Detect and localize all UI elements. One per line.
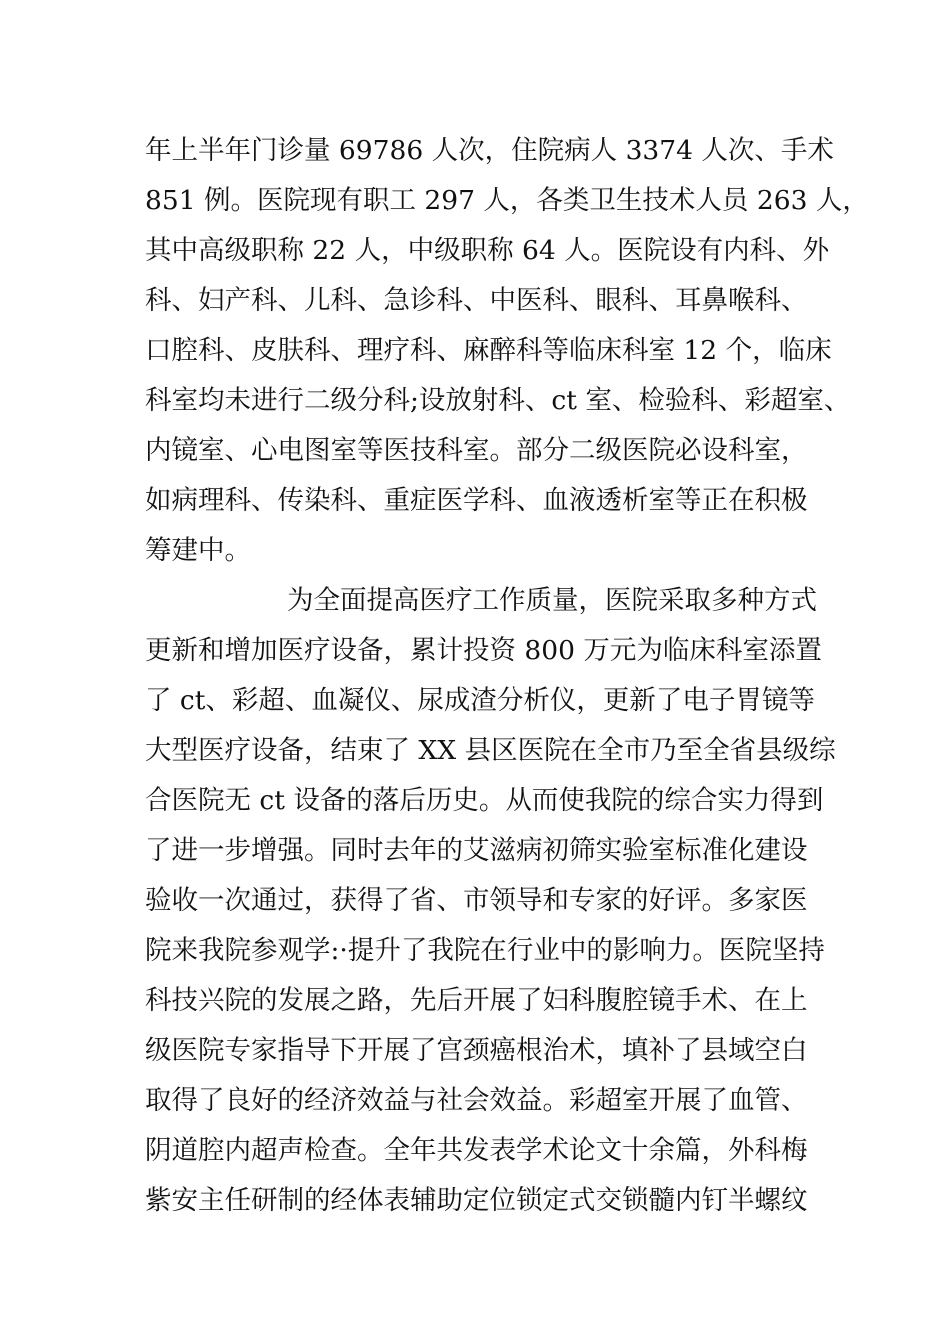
text-line: 验收一次通过，获得了省、市领导和专家的好评。多家医 <box>145 885 808 916</box>
paragraph-2 <box>145 576 836 1226</box>
text-line: 大型医疗设备，结束了 XX 县区医院在全市乃至全省县级综 <box>145 735 836 766</box>
text-line: 筹建中。 <box>145 535 251 566</box>
text-line: 851 例。医院现有职工 297 人，各类卫生技术人员 263 人， <box>145 185 869 216</box>
text-line: 了进一步增强。同时去年的艾滋病初筛实验室标准化建设 <box>145 835 808 866</box>
text-line: 其中高级职称 22 人，中级职称 64 人。医院设有内科、外 <box>145 235 830 266</box>
text-line: 合医院无 ct 设备的落后历史。从而使我院的综合实力得到 <box>145 785 824 816</box>
text-line: 内镜室、心电图室等医技科室。部分二级医院必设科室， <box>145 435 808 466</box>
text-line: 科技兴院的发展之路，先后开展了妇科腹腔镜手术、在上 <box>145 985 808 1016</box>
text-line: 更新和增加医疗设备，累计投资 800 万元为临床科室添置 <box>145 635 822 666</box>
text-line: 阴道腔内超声检查。全年共发表学术论文十余篇，外科梅 <box>145 1135 808 1166</box>
text-line: 了 ct、彩超、血凝仪、尿成渣分析仪，更新了电子胃镜等 <box>145 685 815 716</box>
text-line: 年上半年门诊量 69786 人次，住院病人 3374 人次、手术 <box>145 135 834 166</box>
text-line: 口腔科、皮肤科、理疗科、麻醉科等临床科室 12 个，临床 <box>145 335 832 366</box>
text-line: 取得了良好的经济效益与社会效益。彩超室开展了血管、 <box>145 1085 808 1116</box>
text-line-indented: 为全面提高医疗工作质量，医院采取多种方式 <box>287 585 817 616</box>
text-line: 科室均未进行二级分科;设放射科、ct 室、检验科、彩超室、 <box>145 385 851 416</box>
text-line: 院来我院参观学:·提升了我院在行业中的影响力。医院坚持 <box>145 935 825 966</box>
text-line: 如病理科、传染科、重症医学科、血液透析室等正在积极 <box>145 485 808 516</box>
text-line: 紫安主任研制的经体表辅助定位锁定式交锁髓内钉半螺纹 <box>145 1185 808 1216</box>
document-body <box>145 126 869 1226</box>
paragraph-1 <box>145 126 869 576</box>
text-line: 科、妇产科、儿科、急诊科、中医科、眼科、耳鼻喉科、 <box>145 285 808 316</box>
text-line: 级医院专家指导下开展了宫颈癌根治术，填补了县域空白 <box>145 1035 808 1066</box>
